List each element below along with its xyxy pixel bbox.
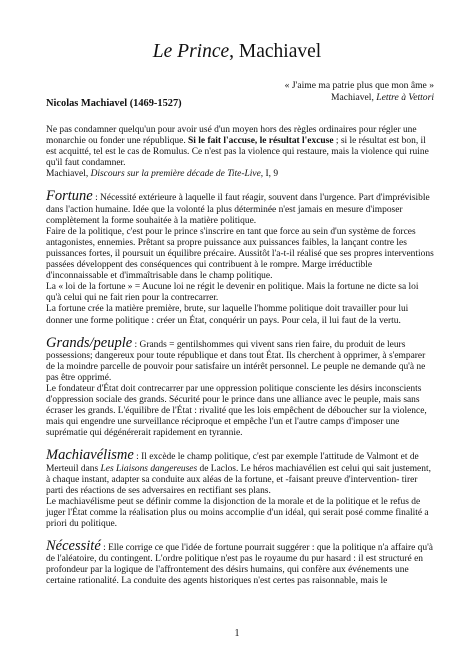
- grands-text-1: : Grands = gentilshommes qui vivent sans rien faire, du produit de leurs possessions; dangereux pour toute république et dans tout État. Ils cherchent à opprimer, à s'emparer de la moindre parcelle de pouvoir pour satisfaire un intérêt personnel. Le peuple ne demande qu'à ne pas être opprimé.: [46, 339, 426, 383]
- necessite-paragraph-1: [46, 538, 436, 587]
- intro-paragraph: [46, 125, 436, 169]
- author-heading: Nicolas Machiavel (1469-1527): [46, 98, 182, 109]
- citation-suffix: , I, 9: [260, 169, 279, 180]
- fortune-heading: Fortune: [46, 188, 93, 205]
- epigraph-quote: « J'aime ma patrie plus que mon âme »: [284, 80, 434, 91]
- fortune-paragraph-1: [46, 188, 436, 226]
- fortune-text-1: : Nécessité extérieure à laquelle il faut réagir, souvent dans l'urgence. Part d'imprévisible dans l'action humaine. Idée que la volonté la plus déterminée n'est jamais en mesure d'imposer complètement la forme souhaitée à la matière politique.: [46, 193, 430, 226]
- epigraph-source: [285, 92, 434, 104]
- title-rest: , Machiavel: [229, 41, 322, 62]
- citation-work: Discours sur la première décade de Tite-Live: [90, 169, 261, 180]
- fortune-paragraph-2: Faire de la politique, c'est pour le prince s'inscrire en tant que force au sein d'un système de forces antagonistes, ennemies. Prêtant sa propre puissance aux puissances faibles, la lançant contre les puissances fortes, il poursuit un équilibre précaire. Aussitôt l'a-t-il réalisé que ses propres interventions passées développent des conséquences qui contribuent à le rompre. Marge irréductible d'inconnaissable et d'immaîtrisable dans le champ politique.: [46, 226, 434, 282]
- grands-paragraph-2: Le fondateur d'État doit contrecarrer par une oppression politique consciente les désirs inconscients d'oppression sociale des grands. Sécurité pour le prince dans une alliance avec le peuple, mais sans écraser les grands. L'équilibre de l'État : rivalité que les lois empêchent de déboucher sur la violence, mais qui engendre une surveillance réciproque et empêche l'un et l'autre camps d'imposer une suprématie qui dégénérerait rapidement en tyrannie.: [46, 383, 427, 439]
- epigraph: [285, 80, 434, 103]
- document-body: [46, 125, 436, 587]
- grands-heading: Grands/peuple: [46, 334, 133, 351]
- epigraph-source-prefix: Machiavel,: [330, 91, 377, 103]
- machiavelisme-heading: Machiavélisme: [46, 447, 134, 464]
- machiavelisme-text-b: de Laclos. Le héros machiavélien est celui qui sait justement, à chaque instant, adapter sa conduite aux aléas de la fortune, et -faisant preuve d'intervention- tirer parti des réactions de ses adversaires en rectifiant ses plans.: [46, 463, 431, 496]
- epigraph-source-work: Lettre à Vettori: [376, 91, 434, 103]
- intro-text-b: ; si le résultat est bon, il est acquitté, tel est le cas de Romulus. Ce n'est pas la violence qui restaure, mais la violence qui ruine qu'il faut condamner.: [46, 136, 429, 169]
- grands-paragraph-1: [46, 334, 436, 384]
- citation-prefix: Machiavel,: [46, 169, 91, 180]
- machiavelisme-paragraph-2: Le machiavélisme peut se définir comme la disjonction de la morale et de la politique et le refus de juger l'État comme la réalisation plus ou moins accomplie d'un idéal, qui serait posé comme finalité a priori du politique.: [46, 496, 429, 529]
- necessite-text-1: : Elle corrige ce que l'idée de fortune pourrait suggérer : que la politique n'a affaire qu'à de l'aléatoire, du contingent. L'ordre politique n'est pas le royaume du pur hasard : il est structuré en profondeur par la logique de l'affrontement des désirs humains, qui confère aux événements une certaine rationalité. La conduite des agents historiques n'est certes pas raisonnable, mais le: [46, 543, 433, 587]
- title-italic: Le Prince: [152, 41, 230, 62]
- intro-text-a: Ne pas condamner quelqu'un pour avoir usé d'un moyen hors des règles ordinaires pour régler une monarchie ou fonder une république.: [46, 125, 417, 147]
- machiavelisme-work: Les Liaisons dangereuses: [100, 463, 198, 474]
- intro-citation: [46, 169, 436, 180]
- page-title: [0, 40, 474, 64]
- intro-emphasis: Si le fait l'accuse, le résultat l'excuse: [188, 136, 334, 147]
- necessite-heading: Nécessité: [46, 538, 101, 555]
- machiavelisme-paragraph-1: [46, 447, 436, 496]
- page-number: 1: [234, 628, 240, 639]
- fortune-paragraph-3: La « loi de la fortune » = Aucune loi ne régit le devenir en politique. Mais la fortune ne dicte sa loi qu'à celui qui ne fait rien pour la contrecarrer.: [46, 282, 419, 304]
- fortune-paragraph-4: La fortune crée la matière première, brute, sur laquelle l'homme politique doit travailler pour lui donner une forme politique : créer un État, conquérir un pays. Pour cela, il lui faut de la vertu.: [46, 304, 409, 326]
- machiavelisme-text-a: : Il excède le champ politique, c'est par exemple l'attitude de Valmont et de Merteuil dans: [46, 452, 419, 474]
